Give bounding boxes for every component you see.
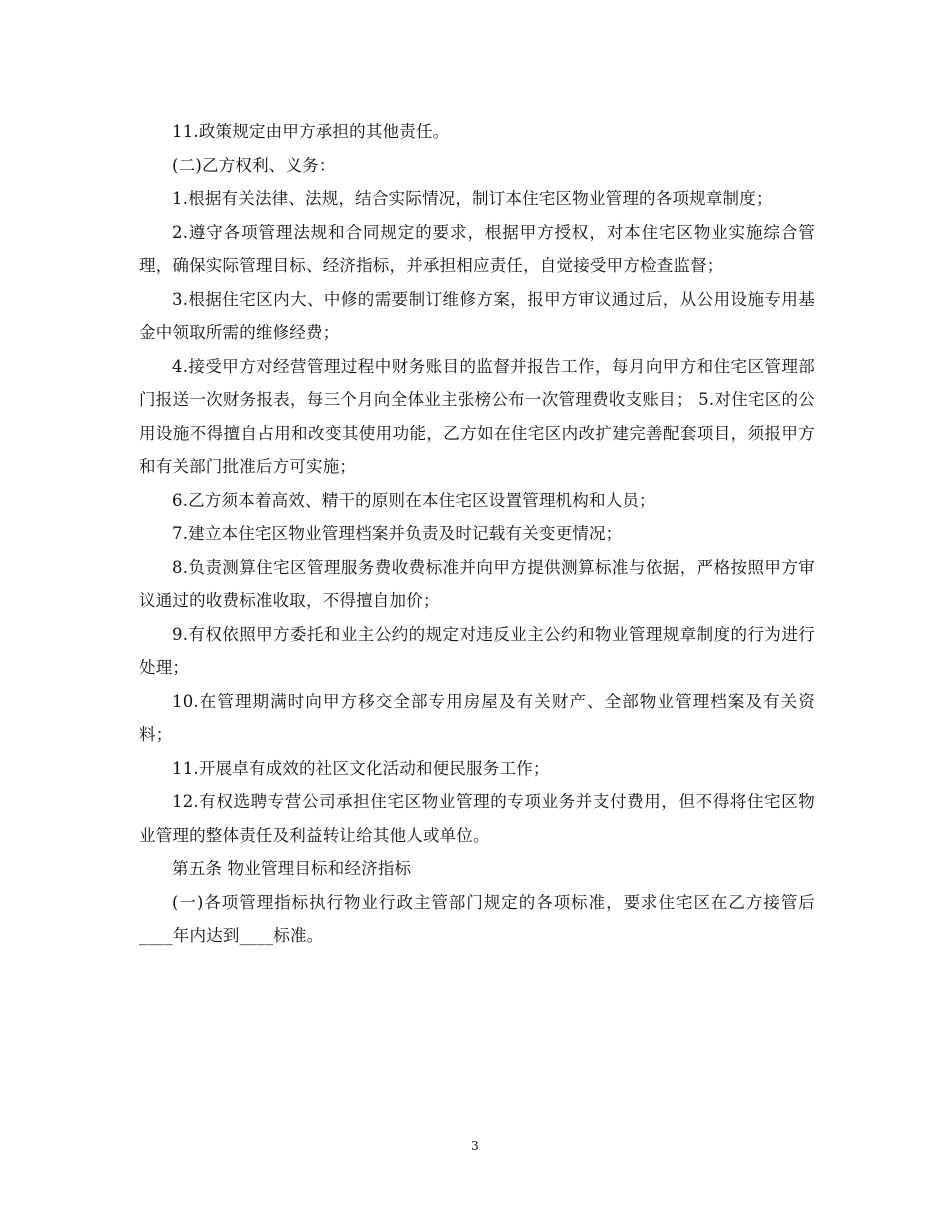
paragraph-12: 11.开展卓有成效的社区文化活动和便民服务工作； [172, 758, 550, 778]
paragraph-4: 2.遵守各项管理法规和合同规定的要求，根据甲方授权，对本住宅区物业实施综合管理，确保实际管理目标、经济指标，并承担相应责任，自觉接受甲方检查监督； [139, 222, 815, 275]
paragraph-8: 7.建立本住宅区物业管理档案并负责及时记载有关变更情况； [172, 524, 623, 543]
paragraph-11: 10.在管理期满时向甲方移交全部专用房屋及有关财产、全部物业管理档案及有关资料； [139, 691, 815, 744]
section-heading-article-5: 第五条 物业管理目标和经济指标 [172, 859, 412, 878]
paragraph-5: 3.根据住宅区内大、中修的需要制订维修方案，报甲方审议通过后，从公用设施专用基金中领取所需的维修经费； [139, 289, 815, 342]
paragraph-7: 6.乙方须本着高效、精干的原则在本住宅区设置管理机构和人员； [172, 490, 656, 510]
paragraph-9: 8.负责测算住宅区管理服务费收费标准并向甲方提供测算标准与依据，严格按照甲方审议通过的收费标准收取，不得擅自加价； [139, 557, 815, 610]
paragraph-13: 12.有权选聘专营公司承担住宅区物业管理的专项业务并支付费用，但不得将住宅区物业管理的整体责任及利益转让给其他人或单位。 [139, 792, 815, 845]
page-number: 3 [471, 1139, 479, 1153]
document-body [139, 115, 815, 953]
paragraph-15: (一)各项管理指标执行物业行政主管部门规定的各项标准，要求住宅区在乙方接管后____年内达到____标准。 [139, 892, 815, 945]
paragraph-6: 4.接受甲方对经营管理过程中财务账目的监督并报告工作，每月向甲方和住宅区管理部门报送一次财务报表，每三个月向全体业主张榜公布一次管理费收支账目； 5.对住宅区的公用设施不得擅自占用和改变其使用功能，乙方如在住宅区内改扩建完善配套项目，须报甲方和有关部门批准后方可实施； [139, 356, 815, 476]
paragraph-10: 9.有权依照甲方委托和业主公约的规定对违反业主公约和物业管理规章制度的行为进行处理； [139, 624, 815, 677]
paragraph-2: (二)乙方权利、义务： [172, 155, 336, 175]
paragraph-1: 11.政策规定由甲方承担的其他责任。 [172, 122, 450, 141]
paragraph-3: 1.根据有关法律、法规，结合实际情况，制订本住宅区物业管理的各项规章制度； [172, 189, 773, 208]
